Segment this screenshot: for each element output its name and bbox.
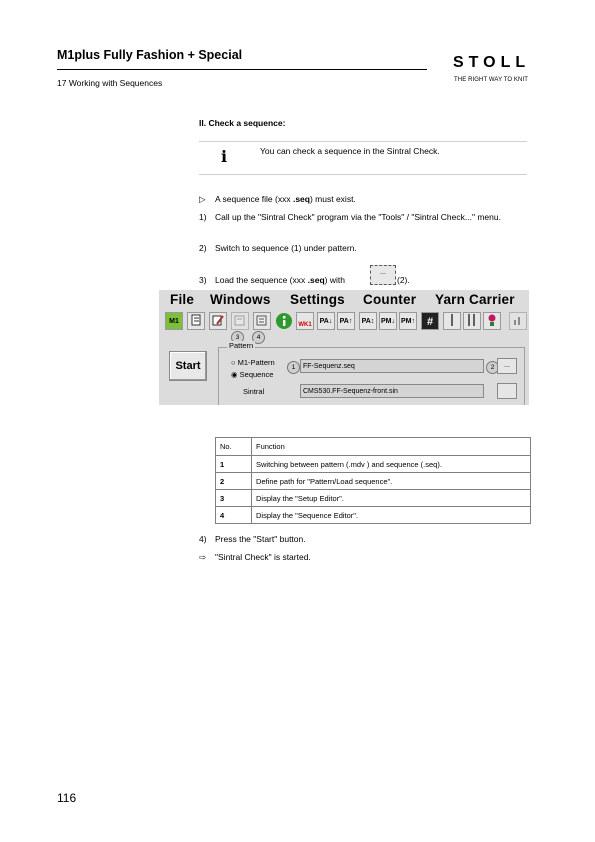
table-row <box>216 490 531 507</box>
table-header-no: No. <box>216 438 252 456</box>
pm-down-icon[interactable]: PM↓ <box>379 312 397 330</box>
pattern-path-field[interactable]: FF-Sequenz.seq <box>300 359 484 373</box>
table-cell-no: 3 <box>216 490 252 507</box>
menu-windows[interactable]: Windows <box>210 292 271 307</box>
menu-file[interactable]: File <box>170 292 195 307</box>
table-cell-function: Display the "Setup Editor". <box>252 490 531 507</box>
callout-4: 4 <box>252 331 265 344</box>
step-text: ) with <box>324 275 345 285</box>
table-cell-no: 1 <box>216 456 252 473</box>
hash-icon[interactable]: # <box>421 312 439 330</box>
step-text: Press the "Start" button. <box>215 534 306 544</box>
sintral-check-screenshot <box>159 290 529 405</box>
toolbar <box>159 312 529 332</box>
step-number: 2) <box>199 243 207 253</box>
table-header-function: Function <box>252 438 531 456</box>
info-note <box>199 141 527 175</box>
sintral-path-field[interactable]: CMS530.FF-Sequenz-front.sin <box>300 384 484 398</box>
step-text: Load the sequence (xxx <box>215 275 308 285</box>
editor-icon[interactable] <box>209 312 227 330</box>
needles-icon[interactable] <box>463 312 481 330</box>
table-header-row <box>216 438 531 456</box>
prerequisite-arrow-icon: ▷ <box>199 194 206 204</box>
step-text: ) must exist. <box>309 194 356 204</box>
step-number: 1) <box>199 212 207 222</box>
step-text: "Sintral Check" is started. <box>215 552 311 562</box>
menu-bar <box>159 290 529 310</box>
start-button[interactable]: Start <box>169 351 207 381</box>
radio-sequence[interactable]: ◉ Sequence <box>231 370 274 379</box>
pattern-group-label: Pattern <box>229 341 254 350</box>
info-icon: i <box>221 147 228 166</box>
table-cell-function: Display the "Sequence Editor". <box>252 507 531 524</box>
table-cell-function: Switching between pattern (.mdv ) and sequence (.seq). <box>252 456 531 473</box>
needle-icon[interactable] <box>443 312 461 330</box>
sequence-editor-icon[interactable] <box>253 312 271 330</box>
radio-m1-label: M1-Pattern <box>237 358 275 367</box>
radio-sequence-label: Sequence <box>239 370 274 379</box>
step-keyword: .seq <box>307 275 325 285</box>
sintral-button[interactable] <box>497 383 517 399</box>
step-number: 4) <box>199 534 207 544</box>
page-number: 116 <box>57 791 77 805</box>
radio-m1-pattern[interactable]: ○ M1-Pattern <box>231 358 275 367</box>
pa-down-icon[interactable]: PA↓ <box>317 312 335 330</box>
function-table <box>215 437 531 524</box>
document-title: M1plus Fully Fashion + Special <box>57 48 243 62</box>
result-arrow-icon: ⇨ <box>199 552 207 562</box>
table-row <box>216 473 531 490</box>
info-note-text: You can check a sequence in the Sintral Check. <box>260 146 440 156</box>
callout-2: 2 <box>486 361 499 374</box>
menu-counter[interactable]: Counter <box>363 292 417 307</box>
book-icon[interactable] <box>187 312 205 330</box>
browse-button-illustration: ... <box>370 265 396 285</box>
pa-up-icon[interactable]: PA↑ <box>337 312 355 330</box>
step-text: Call up the "Sintral Check" program via the "Tools" / "Sintral Check..." menu. <box>215 212 501 222</box>
info-green-icon[interactable] <box>275 312 293 330</box>
step-keyword: .seq <box>292 194 310 204</box>
yarn-icon[interactable] <box>483 312 501 330</box>
step-result <box>199 551 539 564</box>
table-row <box>216 507 531 524</box>
chart-icon[interactable] <box>509 312 527 330</box>
callout-1: 1 <box>287 361 300 374</box>
wk1-icon[interactable]: WK1 <box>296 312 314 330</box>
header-rule <box>57 69 427 70</box>
step-prerequisite <box>199 193 539 206</box>
sintral-label: Sintral <box>243 387 265 396</box>
table-row <box>216 456 531 473</box>
step-text: A sequence file (xxx <box>215 194 293 204</box>
step-4 <box>199 533 539 546</box>
step-text: Switch to sequence (1) under pattern. <box>215 243 357 253</box>
step-3-tail: (2). <box>397 275 410 285</box>
chapter-title: 17 Working with Sequences <box>57 78 163 88</box>
step-1 <box>199 211 539 237</box>
callout-3: 3 <box>231 331 244 344</box>
step-number: 3) <box>199 275 207 285</box>
brand-logo: STOLL <box>453 54 531 71</box>
menu-yarn-carrier[interactable]: Yarn Carrier <box>435 292 515 307</box>
pa-icon[interactable]: PA↕ <box>359 312 377 330</box>
browse-button[interactable]: ... <box>497 358 517 374</box>
step-3 <box>199 274 369 287</box>
brand-tagline: THE RIGHT WAY TO KNIT <box>454 77 528 83</box>
setup-editor-icon[interactable] <box>231 312 249 330</box>
table-cell-no: 4 <box>216 507 252 524</box>
step-2 <box>199 242 539 255</box>
table-cell-function: Define path for "Pattern/Load sequence". <box>252 473 531 490</box>
pm-up-icon[interactable]: PM↑ <box>399 312 417 330</box>
section-heading: II. Check a sequence: <box>199 118 286 128</box>
table-cell-no: 2 <box>216 473 252 490</box>
m1-icon[interactable]: M1 <box>165 312 183 330</box>
menu-settings[interactable]: Settings <box>290 292 345 307</box>
